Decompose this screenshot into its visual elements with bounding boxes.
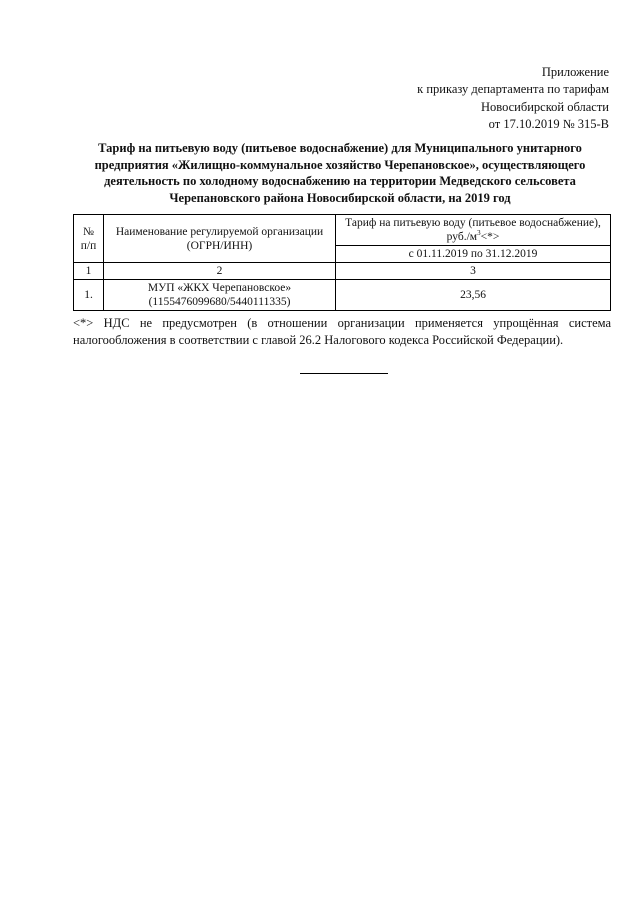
header-tariff-unit-line bbox=[339, 230, 607, 244]
appendix-line-3: Новосибирской области bbox=[480, 99, 609, 114]
header-name-cell: Наименование регулируемой организации (ОГРН/ИНН) bbox=[104, 215, 336, 263]
title-line-3: деятельность по холодному водоснабжению на территории Медведского сельсовета bbox=[104, 174, 576, 189]
appendix-line-2: к приказу департамента по тарифам bbox=[417, 82, 609, 97]
title-line-1: Тариф на питьевую воду (питьевое водоснабжение) для Муниципального унитарного bbox=[98, 141, 582, 155]
header-tariff-main: Тариф на питьевую воду (питьевое водоснабжение), bbox=[345, 217, 601, 229]
table-header-row bbox=[74, 215, 611, 246]
header-num-line-1: № bbox=[83, 225, 94, 238]
header-num-line-2: п/п bbox=[80, 239, 97, 252]
row-num-cell: 1. bbox=[74, 280, 104, 311]
title-line-4: Черепановского района Новосибирской области, на 2019 год bbox=[169, 190, 511, 205]
row-name-line-1: МУП «ЖКХ Черепановское» bbox=[147, 282, 292, 294]
table-index-row bbox=[74, 263, 611, 280]
row-name-line-2: (1155476099680/5440111335) bbox=[148, 296, 291, 308]
header-period-cell: с 01.11.2019 по 31.12.2019 bbox=[336, 246, 611, 263]
title-line-2: предприятия «Жилищно-коммунальное хозяйство Черепановское», осуществляющего bbox=[94, 157, 586, 172]
header-tariff-footnote-mark: <*> bbox=[480, 231, 500, 243]
appendix-line-4: от 17.10.2019 № 315-В bbox=[488, 117, 609, 132]
table-row bbox=[74, 280, 611, 311]
header-tariff-unit: руб./м bbox=[446, 231, 478, 243]
index-cell-1: 1 bbox=[74, 263, 104, 280]
header-num-cell bbox=[74, 215, 104, 263]
header-tariff-unit-sup: 3 bbox=[477, 229, 481, 238]
separator-line bbox=[300, 373, 388, 374]
footnote-text: <*> НДС не предусмотрен (в отношении организации применяется упрощённая система налогообложения в соответствии с главой 26.2 Налогового кодекса Российской Федерации). bbox=[73, 316, 611, 347]
row-tariff-cell: 23,56 bbox=[336, 280, 611, 311]
header-tariff-cell bbox=[336, 215, 611, 246]
appendix-line-1: Приложение bbox=[541, 65, 609, 79]
appendix-header bbox=[417, 64, 609, 134]
index-cell-2: 2 bbox=[104, 263, 336, 280]
tariff-table bbox=[73, 214, 611, 311]
document-title bbox=[72, 140, 608, 206]
index-cell-3: 3 bbox=[336, 263, 611, 280]
row-name-cell bbox=[104, 280, 336, 311]
